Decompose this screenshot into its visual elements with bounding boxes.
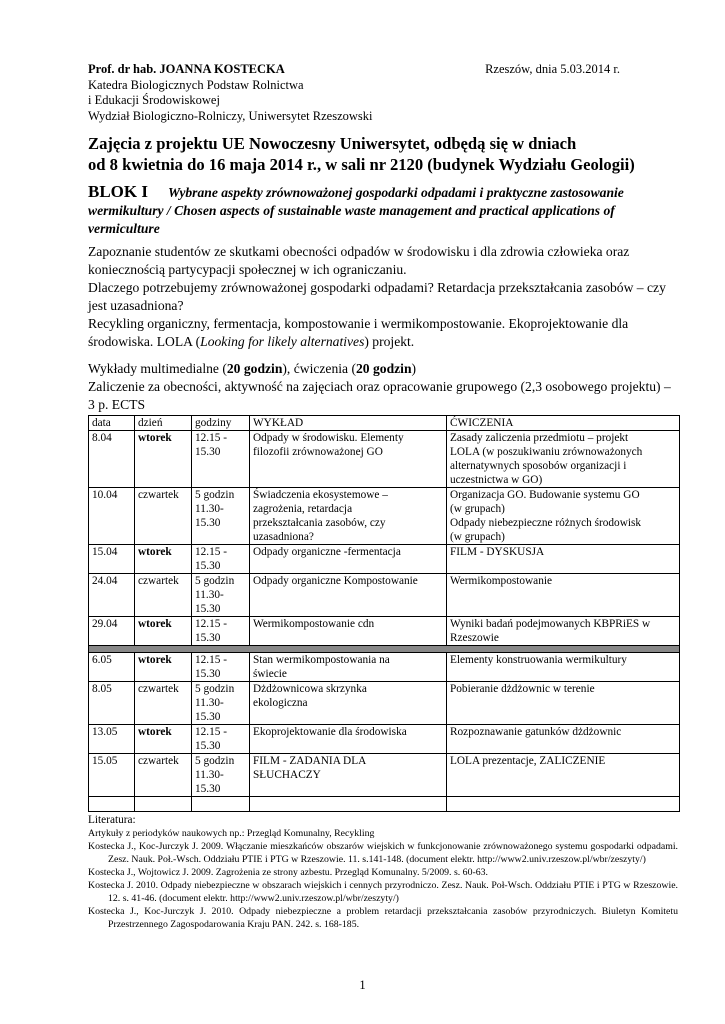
cell-exercise: Organizacja GO. Budowanie systemu GO (w grupach) Odpady niebezpieczne różnych środowisk (w grupach)	[447, 488, 680, 545]
author: Prof. dr hab. JOANNA KOSTECKA	[88, 62, 285, 76]
header	[88, 62, 678, 124]
cell-hours: 12.15 - 15.30	[192, 653, 250, 682]
row-separator	[89, 646, 680, 653]
literature-heading: Literatura:	[88, 814, 136, 826]
reference-item: Kostecka J., Koc-Jurczyk J. 2010. Odpady niebezpieczne a problem retardacji przekształcania zasobów przyrodniczych. Biuletyn Komitetu Przestrzennego Zagospodarowania Kraju PAN. 242. s. 168-185.	[88, 906, 678, 930]
cell-day: czwartek	[135, 574, 192, 617]
cell-hours: 5 godzin 11.30- 15.30	[192, 488, 250, 545]
document-page	[88, 62, 678, 931]
hours-pre: Wykłady multimedialne (	[88, 361, 227, 376]
cell-lecture: Odpady organiczne Kompostowanie	[250, 574, 447, 617]
cell-exercise: Wyniki badań podejmowanych KBPRiES w Rzeszowie	[447, 617, 680, 646]
table-row	[89, 653, 680, 682]
reference-item: Kostecka J. 2010. Odpady niebezpieczne w obszarach wiejskich i cennych przyrodniczo. Zesz. Nauk. Poł-Wsch. Oddziału PTIE i PTG w Rzeszowie. 12. s. 41-46. (document elektr. http://www2.univ.rzeszow.pl/wbr/zeszyty/)	[88, 880, 678, 904]
desc-p3	[88, 315, 678, 351]
cell-exercise: Rozpoznawanie gatunków dżdżownic	[447, 725, 680, 754]
header-date: data	[89, 416, 135, 431]
lecture-hours: 20 godzin	[226, 361, 283, 376]
cell-date: 13.05	[89, 725, 135, 754]
cell-day: wtorek	[135, 545, 192, 574]
cell-hours: 5 godzin 11.30- 15.30	[192, 574, 250, 617]
cell-lecture: FILM - ZADANIA DLA SŁUCHACZY	[250, 754, 447, 797]
cell-date: 8.05	[89, 682, 135, 725]
empty-cell	[447, 797, 680, 812]
block-label: BLOK I	[88, 182, 148, 201]
cell-lecture: Dżdżownicowa skrzynka ekologiczna	[250, 682, 447, 725]
credit-info: Zaliczenie za obecności, aktywność na zajęciach oraz opracowanie grupowego (2,3 osobowego projektu) – 3 p. ECTS	[88, 379, 671, 412]
cell-date: 15.05	[89, 754, 135, 797]
header-lecture: WYKŁAD	[250, 416, 447, 431]
header-day: dzień	[135, 416, 192, 431]
block-title: Wybrane aspekty zrównoważonej gospodarki odpadami i praktyczne zastosowanie wermikultury / Chosen aspects of sustainable waste management and practical applications of vermiculture	[88, 185, 624, 236]
cell-date: 24.04	[89, 574, 135, 617]
empty-cell	[192, 797, 250, 812]
hours-mid: ), ćwiczenia (	[282, 361, 356, 376]
block-heading	[88, 183, 678, 238]
cell-exercise: Zasady zaliczenia przedmiotu – projekt LOLA (w poszukiwaniu zrównoważonych alternatywnych sposobów organizacji i uczestnictwa w GO)	[447, 431, 680, 488]
title-line-1: Zajęcia z projektu UE Nowoczesny Uniwersytet, odbędą się w dniach	[88, 134, 577, 153]
cell-lecture: Stan wermikompostowania na świecie	[250, 653, 447, 682]
cell-hours: 12.15 - 15.30	[192, 431, 250, 488]
cell-exercise: Wermikompostowanie	[447, 574, 680, 617]
cell-hours: 12.15 - 15.30	[192, 617, 250, 646]
table-row	[89, 545, 680, 574]
department-line-2: i Edukacji Środowiskowej	[88, 93, 220, 107]
cell-hours: 5 godzin 11.30- 15.30	[192, 682, 250, 725]
cell-exercise: Pobieranie dżdżownic w terenie	[447, 682, 680, 725]
table-row-empty	[89, 797, 680, 812]
table-row	[89, 431, 680, 488]
table-header-row	[89, 416, 680, 431]
desc-p3-pre: Recykling organiczny, fermentacja, kompostowanie i wermikompostowanie. Ekoprojektowanie dla środowiska. LOLA (	[88, 316, 629, 349]
desc-p3-post: ) projekt.	[364, 334, 415, 349]
reference-item: Kostecka J., Wojtowicz J. 2009. Zagrożenia ze strony azbestu. Przegląd Komunalny. 5/2009. s. 60-63.	[88, 867, 488, 878]
table-row	[89, 617, 680, 646]
cell-day: wtorek	[135, 653, 192, 682]
table-row	[89, 754, 680, 797]
cell-lecture: Wermikompostowanie cdn	[250, 617, 447, 646]
cell-exercise: LOLA prezentacje, ZALICZENIE	[447, 754, 680, 797]
faculty: Wydział Biologiczno-Rolniczy, Uniwersytet Rzeszowski	[88, 108, 373, 123]
cell-day: czwartek	[135, 682, 192, 725]
hours-line	[88, 360, 678, 378]
table-row	[89, 574, 680, 617]
cell-exercise: FILM - DYSKUSJA	[447, 545, 680, 574]
announcement-title	[88, 133, 678, 175]
cell-hours: 5 godzin 11.30- 15.30	[192, 754, 250, 797]
cell-lecture: Odpady w środowisku. Elementy filozofii zrównoważonej GO	[250, 431, 447, 488]
page-number: 1	[359, 978, 366, 992]
table-row	[89, 682, 680, 725]
hours-info	[88, 360, 678, 414]
cell-hours: 12.15 - 15.30	[192, 725, 250, 754]
cell-day: wtorek	[135, 431, 192, 488]
cell-date: 6.05	[89, 653, 135, 682]
separator-cell	[89, 646, 680, 653]
desc-p3-italic: Looking for likely alternatives	[200, 334, 365, 349]
hours-post: )	[411, 361, 417, 376]
title-line-2: od 8 kwietnia do 16 maja 2014 r., w sali nr 2120 (budynek Wydziału Geologii)	[88, 155, 635, 174]
cell-date: 15.04	[89, 545, 135, 574]
exercise-hours: 20 godzin	[355, 361, 412, 376]
table-row	[89, 488, 680, 545]
cell-day: wtorek	[135, 725, 192, 754]
cell-exercise: Elementy konstruowania wermikultury	[447, 653, 680, 682]
empty-cell	[89, 797, 135, 812]
cell-lecture: Ekoprojektowanie dla środowiska	[250, 725, 447, 754]
cell-date: 29.04	[89, 617, 135, 646]
cell-date: 10.04	[89, 488, 135, 545]
reference-item: Kostecka J., Koc-Jurczyk J. 2009. Włączanie mieszkańców obszarów wiejskich w funkcjonowanie zrównoważonego systemu gospodarki odpadami. Zesz. Nauk. Poł.-Wsch. Oddziału PTIE i PTG w Rzeszowie. 11. s.141-148. (document elektr. http://www2.univ.rzeszow.pl/wbr/zeszyty/)	[88, 841, 678, 865]
empty-cell	[250, 797, 447, 812]
empty-cell	[135, 797, 192, 812]
cell-day: wtorek	[135, 617, 192, 646]
cell-lecture: Odpady organiczne -fermentacja	[250, 545, 447, 574]
cell-day: czwartek	[135, 754, 192, 797]
desc-p1: Zapoznanie studentów ze skutkami obecności odpadów w środowisku i dla zdrowia człowieka oraz koniecznością partycypacji społecznej w ich ograniczaniu.	[88, 244, 630, 277]
cell-lecture: Świadczenia ekosystemowe – zagrożenia, retardacja przekształcania zasobów, czy uzasadniona?	[250, 488, 447, 545]
literature-list	[88, 827, 678, 931]
header-exercises: ĆWICZENIA	[447, 416, 680, 431]
cell-date: 8.04	[89, 431, 135, 488]
course-description	[88, 243, 678, 351]
table-row	[89, 725, 680, 754]
schedule-table	[88, 415, 680, 812]
header-hours: godziny	[192, 416, 250, 431]
cell-day: czwartek	[135, 488, 192, 545]
desc-p2: Dlaczego potrzebujemy zrównoważonej gospodarki odpadami? Retardacja przekształcania zasobów – czy jest uzasadniona?	[88, 280, 666, 313]
schedule-body	[89, 431, 680, 812]
department-line-1: Katedra Biologicznych Podstaw Rolnictwa	[88, 77, 304, 92]
literature-intro: Artykuły z periodyków naukowych np.: Przegląd Komunalny, Recykling	[88, 828, 375, 839]
letter-date: Rzeszów, dnia 5.03.2014 r.	[485, 62, 620, 76]
cell-hours: 12.15 - 15.30	[192, 545, 250, 574]
